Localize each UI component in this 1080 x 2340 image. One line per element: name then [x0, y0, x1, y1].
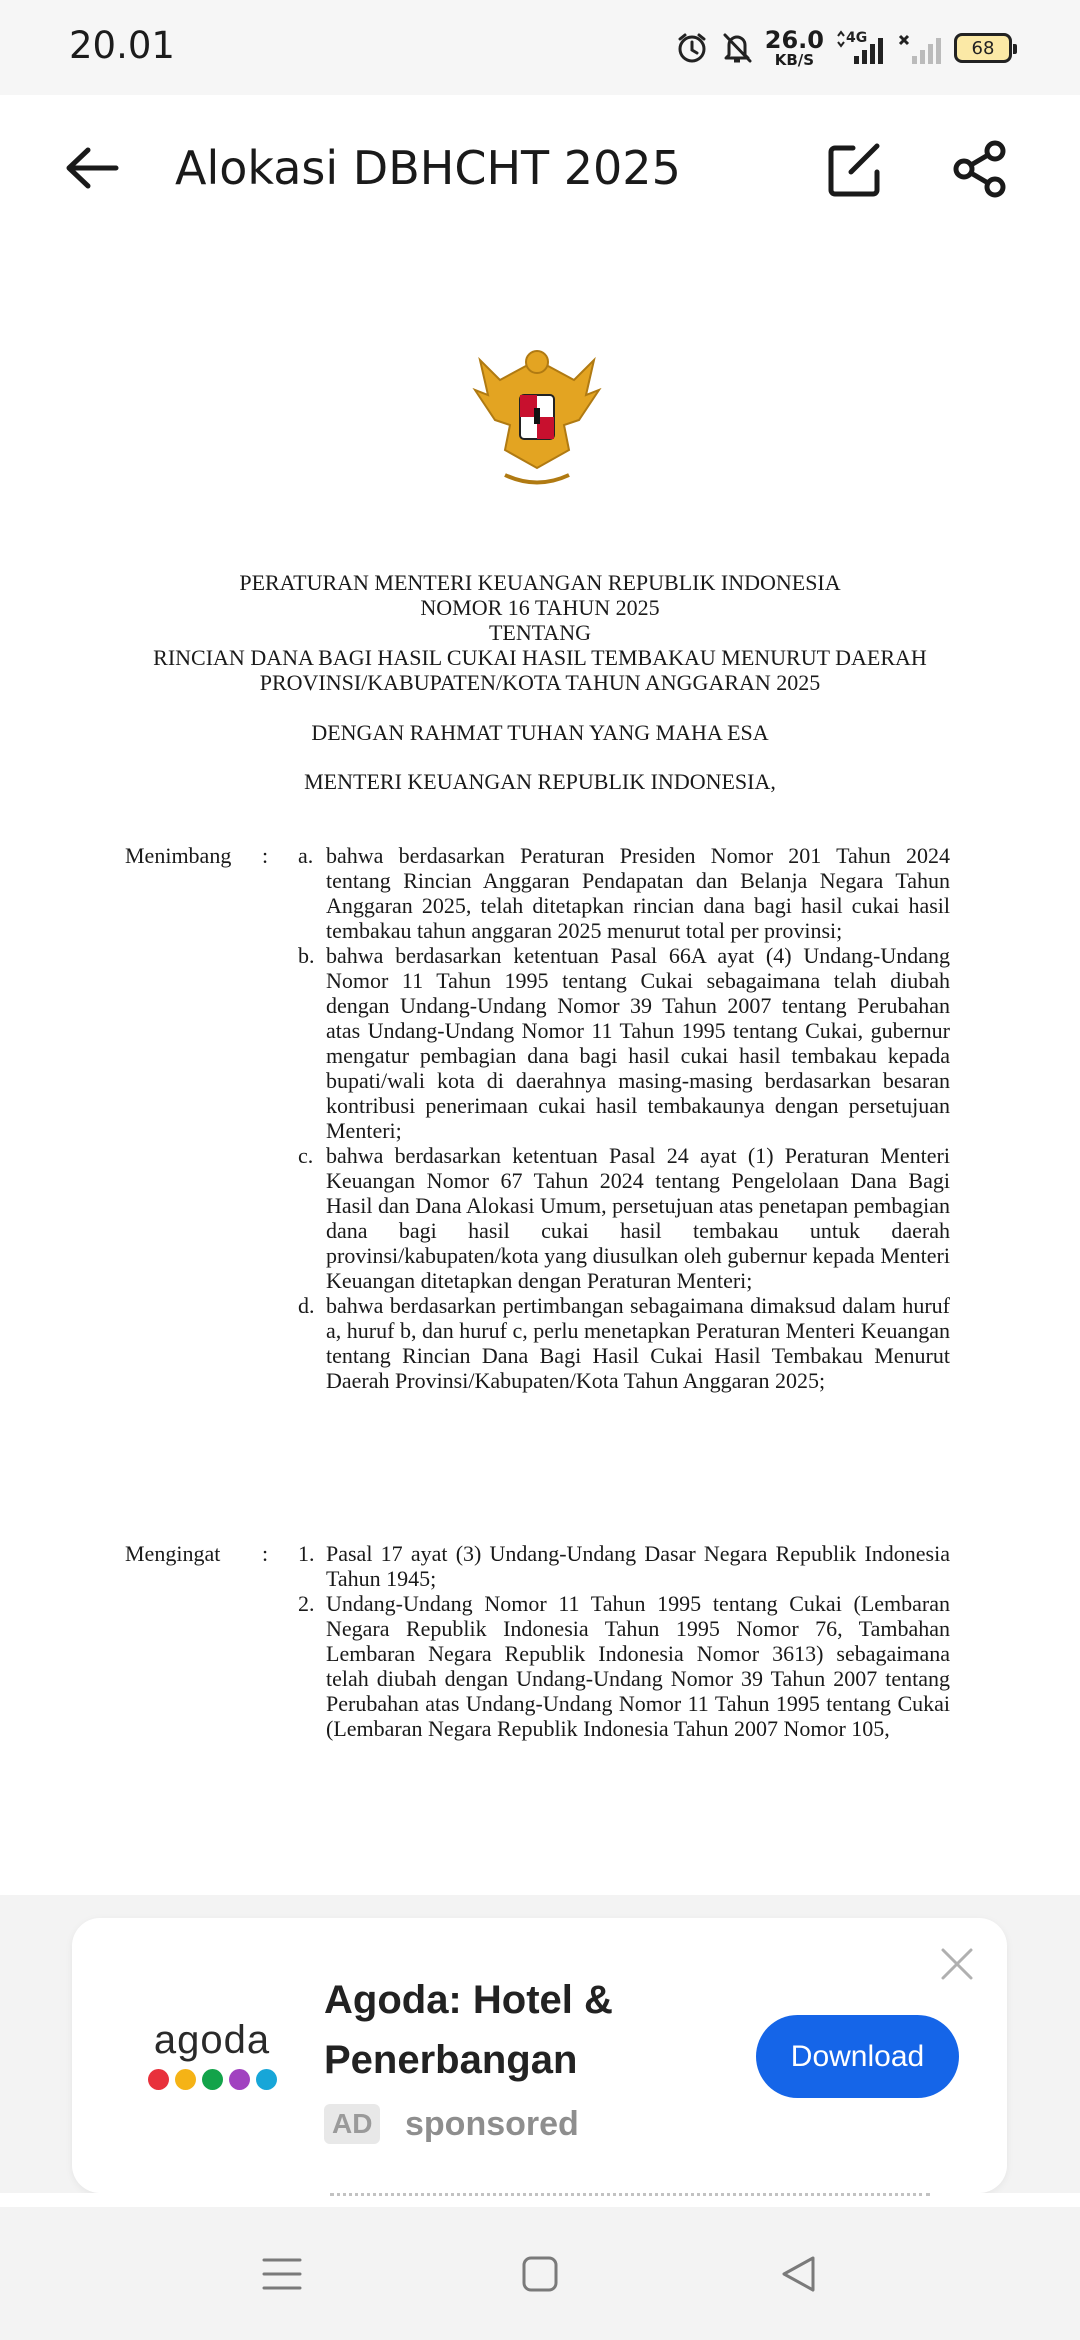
- document-minister: MENTERI KEUANGAN REPUBLIK INDONESIA,: [304, 769, 776, 794]
- page-title: Alokasi DBHCHT 2025: [175, 141, 681, 195]
- signal-no-service-icon: [898, 30, 942, 66]
- ad-download-button[interactable]: Download: [756, 2015, 959, 2098]
- share-button[interactable]: [950, 139, 1010, 199]
- nav-home-button[interactable]: [518, 2252, 562, 2296]
- network-type-label: 4G: [846, 30, 868, 46]
- status-time: 20.01: [69, 24, 175, 67]
- network-speed: [765, 28, 824, 68]
- recalling-label: Mengingat: [125, 1541, 221, 1566]
- network-speed-unit: KB/S: [774, 51, 815, 69]
- nav-back-button[interactable]: [776, 2252, 820, 2296]
- heading-line: TENTANG: [488, 620, 592, 645]
- battery-level: 68: [971, 37, 995, 59]
- back-triangle-icon: [779, 2254, 817, 2294]
- item-text: bahwa berdasarkan pertimbangan sebagaimana dimaksud dalam huruf a, huruf b, dan huruf c, perlu menetapkan Peraturan Menteri Keuangan tentang Rincian Dana Bagi Hasil Cukai Hasil Tembakau Menurut Daerah Provinsi/Kabupaten/Kota Tahun Anggaran 2025;: [326, 1293, 950, 1393]
- edit-button[interactable]: [825, 140, 885, 200]
- item-text: Pasal 17 ayat (3) Undang-Undang Dasar Negara Republik Indonesia Tahun 1945;: [326, 1541, 950, 1591]
- considering-list: [298, 843, 950, 1393]
- nav-recent-apps-button[interactable]: [260, 2252, 304, 2296]
- ad-banner[interactable]: [72, 1918, 1007, 2193]
- list-item: [298, 943, 950, 1143]
- heading-line: RINCIAN DANA BAGI HASIL CUKAI HASIL TEMBAKAU MENURUT DAERAH: [153, 645, 927, 670]
- list-item: [298, 1143, 950, 1293]
- agoda-logo-text: agoda: [153, 2018, 271, 2062]
- agoda-logo[interactable]: [142, 2018, 282, 2098]
- system-nav-bar: [0, 2207, 1080, 2340]
- item-marker: d.: [298, 1293, 315, 1318]
- item-text: bahwa berdasarkan ketentuan Pasal 24 ayat (1) Peraturan Menteri Keuangan Nomor 67 Tahun 2024 tentang Pengelolaan Dana Bagi Hasil dan Dana Alokasi Umum, persetujuan atas penetapan pembagian dana bagi hasil cukai hasil tembakau untuk daerah provinsi/kabupaten/kota yang diusulkan oleh gubernur kepada Menteri Keuangan ditetapkan dengan Peraturan Menteri;: [326, 1143, 950, 1293]
- recalling-colon: :: [262, 1541, 269, 1566]
- close-icon: [937, 1944, 977, 1984]
- logo-dot: [175, 2069, 196, 2090]
- heading-line: NOMOR 16 TAHUN 2025: [420, 595, 660, 620]
- item-marker: 2.: [298, 1591, 315, 1616]
- alarm-icon: [675, 31, 709, 65]
- item-marker: b.: [298, 943, 315, 968]
- document-page[interactable]: [0, 245, 1080, 1895]
- logo-dot: [148, 2069, 169, 2090]
- logo-dot: [229, 2069, 250, 2090]
- network-speed-value: 26.0: [764, 26, 824, 54]
- ad-title[interactable]: Agoda: Hotel & Penerbangan: [324, 1978, 613, 2082]
- bell-mute-icon: [721, 31, 753, 65]
- considering-label: Menimbang: [125, 843, 232, 868]
- considering-colon: :: [262, 843, 269, 868]
- signal-4g-icon: [836, 30, 886, 66]
- heading-line: PERATURAN MENTERI KEUANGAN REPUBLIK INDONESIA: [239, 570, 841, 595]
- back-button[interactable]: [62, 143, 122, 193]
- app-bar: [0, 95, 1080, 245]
- menu-icon: [262, 2256, 302, 2292]
- status-icons: [675, 24, 1012, 72]
- list-item: [298, 1541, 950, 1591]
- item-marker: c.: [298, 1143, 314, 1168]
- item-text: bahwa berdasarkan ketentuan Pasal 66A ayat (4) Undang-Undang Nomor 11 Tahun 1995 tentang Cukai sebagaimana telah diubah dengan Undang-Undang Nomor 39 Tahun 2007 tentang Perubahan atas Undang-Undang Nomor 11 Tahun 1995 tentang Cukai, gubernur mengatur pembagian dana bagi hasil cukai hasil tembakau kepada bupati/wali kota di daerahnya masing-masing berdasarkan besaran kontribusi penerimaan cukai hasil tembakaunya dengan persetujuan Menteri;: [326, 943, 950, 1143]
- battery-icon: [954, 33, 1012, 63]
- list-item: [298, 843, 950, 943]
- item-marker: a.: [298, 843, 314, 868]
- recalling-list: [298, 1541, 950, 1741]
- status-bar: [0, 0, 1080, 95]
- document-heading: [0, 570, 1080, 695]
- document-continuation: [0, 2193, 1080, 2207]
- share-icon: [950, 139, 1010, 199]
- arrow-left-icon: [64, 146, 120, 190]
- item-text: bahwa berdasarkan Peraturan Presiden Nomor 201 Tahun 2024 tentang Rincian Anggaran Pendapatan dan Belanja Negara Tahun Anggaran 2025, telah ditetapkan rincian dana bagi hasil cukai hasil tembakau tahun anggaran 2025 menurut total per provinsi;: [326, 843, 950, 943]
- heading-line: PROVINSI/KABUPATEN/KOTA TAHUN ANGGARAN 2025: [259, 670, 821, 695]
- agoda-logo-dots: [142, 2069, 282, 2090]
- list-item: [298, 1591, 950, 1741]
- item-marker: 1.: [298, 1541, 315, 1566]
- logo-dot: [202, 2069, 223, 2090]
- ad-close-button[interactable]: [937, 1944, 977, 1984]
- list-item: [298, 1293, 950, 1393]
- item-text: Undang-Undang Nomor 11 Tahun 1995 tentang Cukai (Lembaran Negara Republik Indonesia Tahun 1995 Nomor 76, Tambahan Lembaran Negara Republik Indonesia Nomor 3613) sebagaimana telah diubah dengan Undang-Undang Nomor 39 Tahun 2007 tentang Perubahan atas Undang-Undang Nomor 11 Tahun 1995 tentang Cukai (Lembaran Negara Republik Indonesia Tahun 2007 Nomor 105,: [326, 1591, 950, 1741]
- document-greeting: DENGAN RAHMAT TUHAN YANG MAHA ESA: [311, 720, 769, 745]
- ad-sponsored-label: sponsored: [405, 2105, 579, 2143]
- edit-icon: [825, 140, 885, 200]
- home-square-icon: [521, 2255, 559, 2293]
- logo-dot: [256, 2069, 277, 2090]
- ad-badge: AD: [324, 2104, 380, 2144]
- garuda-emblem: [470, 340, 604, 490]
